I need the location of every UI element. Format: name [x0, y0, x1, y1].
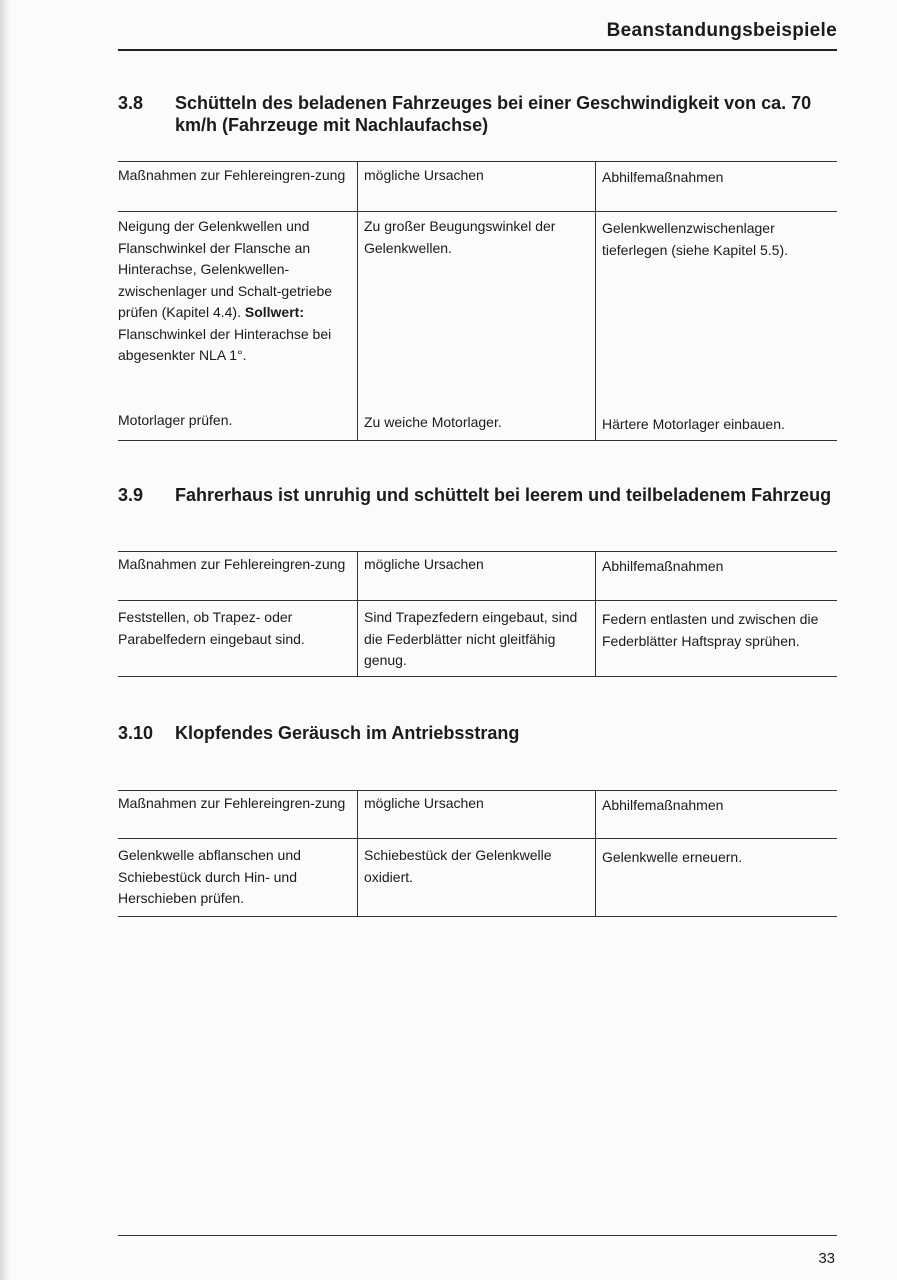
column-header-measures: Maßnahmen zur Fehlereingren-zung: [118, 795, 346, 811]
table-cell-measure: Feststellen, ob Trapez- oder Parabelfedern eingebaut sind.: [118, 609, 305, 647]
scan-edge-shadow: [0, 0, 10, 1280]
column-header-remedies: Abhilfemaßnahmen: [602, 558, 724, 574]
page-number: 33: [818, 1250, 835, 1267]
diagnosis-table-3-8: [118, 161, 837, 442]
column-header-causes: mögliche Ursachen: [364, 795, 484, 811]
table-cell-cause: Schiebestück der Gelenkwelle oxidiert.: [364, 847, 552, 885]
table-header-rule: [118, 600, 837, 601]
column-header-remedies: Abhilfemaßnahmen: [602, 169, 724, 185]
table-cell-remedy: Federn entlasten und zwischen die Federblätter Haftspray sprühen.: [602, 611, 819, 649]
section-heading-3-8: [118, 92, 840, 136]
table-bottom-rule: [118, 916, 837, 917]
measure-text: Neigung der Gelenkwellen und Flanschwinkel der Flansche an Hinterachse, Gelenkwellen-zwischenlager und Schalt-getriebe prüfen (Kapitel 4.4).: [118, 218, 333, 320]
column-header-causes: mögliche Ursachen: [364, 167, 484, 183]
table-top-rule: [118, 551, 837, 552]
diagnosis-table-3-9: [118, 551, 837, 679]
column-divider: [357, 790, 358, 916]
column-header-causes: mögliche Ursachen: [364, 556, 484, 572]
table-cell-measure: Gelenkwelle abflanschen und Schiebestück durch Hin- und Herschieben prüfen.: [118, 847, 301, 906]
section-title: Fahrerhaus ist unruhig und schüttelt bei leerem und teilbeladenem Fahrzeug: [175, 485, 832, 505]
section-number: 3.9: [118, 485, 144, 505]
table-bottom-rule: [118, 440, 837, 441]
table-cell-cause: Zu großer Beugungswinkel der Gelenkwellen.: [364, 218, 556, 256]
footer-rule: [118, 1235, 837, 1236]
column-divider: [595, 790, 596, 916]
column-divider: [357, 551, 358, 676]
table-cell-remedy: Gelenkwelle erneuern.: [602, 849, 743, 865]
header-rule: [118, 49, 837, 51]
section-number: 3.10: [118, 723, 154, 743]
running-header-title: Beanstandungsbeispiele: [606, 20, 837, 41]
section-number: 3.8: [118, 93, 144, 113]
table-cell-measure: [118, 216, 350, 367]
table-bottom-rule: [118, 676, 837, 677]
column-header-remedies: Abhilfemaßnahmen: [602, 797, 724, 813]
setpoint-text: Flanschwinkel der Hinterachse bei abgesenkter NLA 1°.: [118, 325, 332, 363]
setpoint-label: Sollwert:: [244, 304, 304, 320]
table-header-rule: [118, 211, 837, 212]
table-cell-remedy: Gelenkwellenzwischenlager tieferlegen (siehe Kapitel 5.5).: [602, 220, 788, 258]
section-heading-3-9: [118, 484, 840, 506]
section-title: Schütteln des beladenen Fahrzeuges bei einer Geschwindigkeit von ca. 70 km/h (Fahrzeuge mit Nachlaufachse): [175, 93, 812, 135]
section-heading-3-10: [118, 722, 840, 744]
table-top-rule: [118, 161, 837, 162]
column-divider: [595, 551, 596, 676]
table-cell-remedy: Härtere Motorlager einbauen.: [602, 416, 785, 432]
table-cell-cause: Zu weiche Motorlager.: [364, 414, 502, 430]
section-title: Klopfendes Geräusch im Antriebsstrang: [175, 723, 520, 743]
column-divider: [595, 161, 596, 440]
table-header-rule: [118, 838, 837, 839]
diagnosis-table-3-10: [118, 790, 837, 919]
column-divider: [357, 161, 358, 440]
column-header-measures: Maßnahmen zur Fehlereingren-zung: [118, 556, 346, 572]
table-cell-cause: Sind Trapezfedern eingebaut, sind die Federblätter nicht gleitfähig genug.: [364, 609, 578, 668]
column-header-measures: Maßnahmen zur Fehlereingren-zung: [118, 167, 346, 183]
table-cell-measure: Motorlager prüfen.: [118, 412, 233, 428]
table-top-rule: [118, 790, 837, 791]
